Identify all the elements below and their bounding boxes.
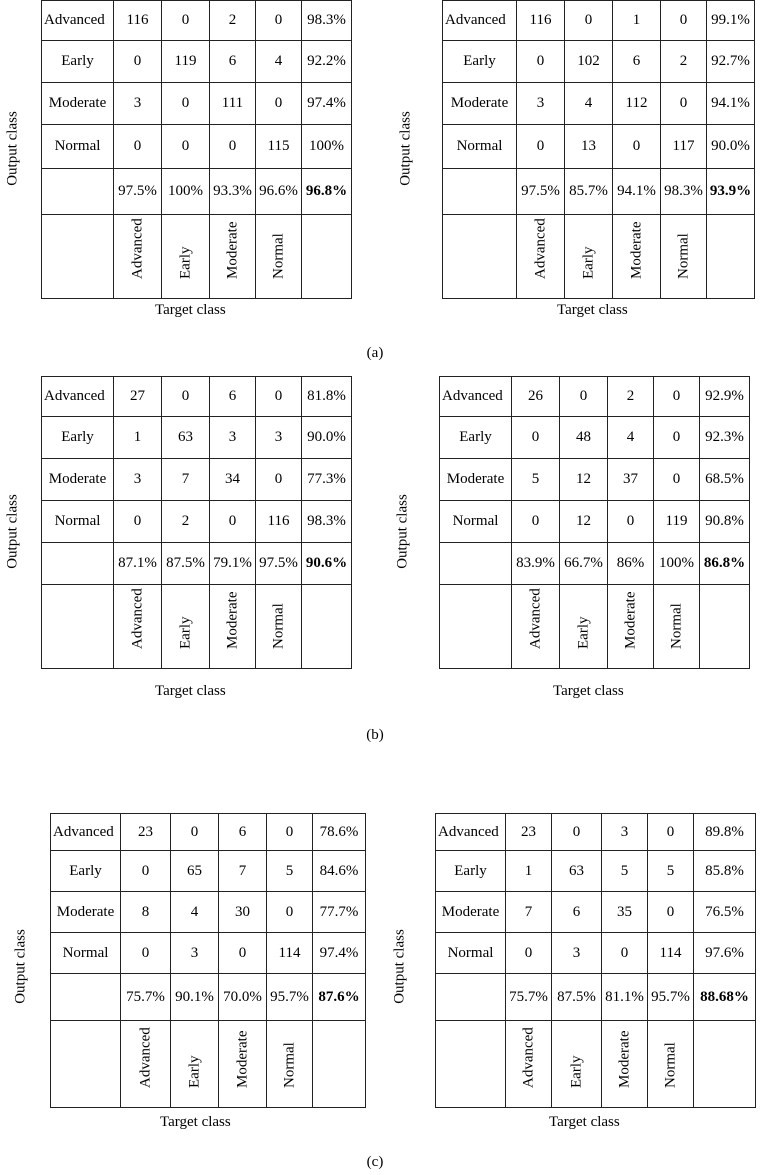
cell: 1 — [114, 417, 162, 459]
cell: 7 — [506, 892, 552, 933]
row-label: Moderate — [443, 83, 517, 125]
column-label: Early — [186, 1055, 202, 1088]
column-label-cell — [162, 585, 210, 669]
col-recall: 85.7% — [565, 169, 613, 215]
row-label: Moderate — [440, 459, 512, 501]
overall-accuracy: 90.6% — [302, 543, 352, 585]
cell: 111 — [210, 83, 256, 125]
column-label: Advanced — [129, 218, 145, 279]
row-precision: 90.0% — [302, 417, 352, 459]
empty-cell — [694, 1021, 756, 1108]
y-axis-label: Output class — [397, 111, 414, 186]
column-label-cell — [267, 1021, 313, 1108]
column-label-cell — [210, 215, 256, 299]
empty-cell — [707, 215, 755, 299]
col-recall: 97.5% — [114, 169, 162, 215]
cell: 26 — [512, 377, 560, 417]
row-precision: 78.6% — [313, 814, 366, 851]
column-label: Moderate — [234, 1030, 250, 1088]
column-label-cell — [162, 215, 210, 299]
confusion-matrix-b-right — [439, 376, 750, 669]
column-label: Normal — [675, 233, 691, 279]
cell: 12 — [560, 459, 608, 501]
cell: 112 — [613, 83, 661, 125]
cell: 0 — [267, 814, 313, 851]
col-recall: 86% — [608, 543, 654, 585]
empty-cell — [440, 585, 512, 669]
column-label: Early — [177, 246, 193, 279]
row-label: Advanced — [42, 1, 114, 41]
empty-cell — [51, 1021, 121, 1108]
cell: 116 — [114, 1, 162, 41]
column-label-cell — [512, 585, 560, 669]
cell: 3 — [210, 417, 256, 459]
column-label-cell — [654, 585, 700, 669]
col-recall: 75.7% — [506, 974, 552, 1021]
cell: 0 — [506, 933, 552, 974]
cell: 8 — [121, 892, 171, 933]
cell: 0 — [256, 1, 302, 41]
column-label: Normal — [662, 1042, 678, 1088]
row-precision: 89.8% — [694, 814, 756, 851]
cell: 23 — [121, 814, 171, 851]
confusion-matrix-c-right — [435, 813, 756, 1108]
cell: 4 — [256, 41, 302, 83]
column-label-cell — [661, 215, 707, 299]
cell: 63 — [162, 417, 210, 459]
cell: 0 — [654, 459, 700, 501]
cell: 0 — [171, 814, 219, 851]
cell: 0 — [114, 125, 162, 169]
col-recall: 87.1% — [114, 543, 162, 585]
x-axis-label: Target class — [557, 302, 628, 318]
col-recall: 95.7% — [648, 974, 694, 1021]
x-axis-label: Target class — [155, 302, 226, 318]
column-label-cell — [608, 585, 654, 669]
cell: 2 — [210, 1, 256, 41]
column-label-cell — [114, 215, 162, 299]
column-label-cell — [613, 215, 661, 299]
column-label-cell — [256, 215, 302, 299]
cell: 0 — [648, 892, 694, 933]
column-label-cell — [171, 1021, 219, 1108]
empty-cell — [700, 585, 750, 669]
cell: 1 — [506, 851, 552, 892]
column-label: Early — [580, 246, 596, 279]
y-axis-label: Output class — [391, 929, 408, 1004]
confusion-matrix-a-left — [41, 0, 352, 299]
col-recall: 97.5% — [517, 169, 565, 215]
empty-cell — [302, 215, 352, 299]
row-label: Advanced — [42, 377, 114, 417]
empty-cell — [42, 169, 114, 215]
cell: 0 — [256, 459, 302, 501]
column-label-cell — [565, 215, 613, 299]
cell: 2 — [608, 377, 654, 417]
cell: 3 — [517, 83, 565, 125]
cell: 0 — [512, 501, 560, 543]
column-label: Moderate — [628, 221, 644, 279]
cell: 4 — [171, 892, 219, 933]
row-precision: 97.4% — [313, 933, 366, 974]
cell: 114 — [648, 933, 694, 974]
x-axis-label: Target class — [549, 1114, 620, 1130]
cell: 0 — [565, 1, 613, 41]
cell: 37 — [608, 459, 654, 501]
overall-accuracy: 96.8% — [302, 169, 352, 215]
column-label: Advanced — [137, 1027, 153, 1088]
empty-cell — [443, 215, 517, 299]
column-label: Normal — [270, 233, 286, 279]
row-precision: 77.3% — [302, 459, 352, 501]
row-precision: 98.3% — [302, 501, 352, 543]
cell: 0 — [121, 933, 171, 974]
cell: 119 — [654, 501, 700, 543]
column-label-cell — [210, 585, 256, 669]
cell: 0 — [648, 814, 694, 851]
caption-c: (c) — [366, 1154, 384, 1170]
cell: 5 — [602, 851, 648, 892]
row-label: Early — [42, 417, 114, 459]
row-precision: 76.5% — [694, 892, 756, 933]
y-axis-label: Output class — [394, 494, 411, 569]
cell: 0 — [267, 892, 313, 933]
column-label: Advanced — [532, 218, 548, 279]
row-precision: 81.8% — [302, 377, 352, 417]
cell: 0 — [210, 501, 256, 543]
cell: 35 — [602, 892, 648, 933]
confusion-matrix-a-right — [442, 0, 755, 299]
cell: 6 — [552, 892, 602, 933]
row-label: Moderate — [42, 83, 114, 125]
row-precision: 94.1% — [707, 83, 755, 125]
col-recall: 96.6% — [256, 169, 302, 215]
row-label: Early — [42, 41, 114, 83]
row-label: Moderate — [51, 892, 121, 933]
column-label: Normal — [270, 603, 286, 649]
empty-cell — [42, 215, 114, 299]
cell: 48 — [560, 417, 608, 459]
x-axis-label: Target class — [155, 683, 226, 699]
cell: 116 — [256, 501, 302, 543]
row-label: Advanced — [436, 814, 506, 851]
cell: 34 — [210, 459, 256, 501]
col-recall: 90.1% — [171, 974, 219, 1021]
col-recall: 66.7% — [560, 543, 608, 585]
row-label: Early — [443, 41, 517, 83]
column-label: Early — [575, 616, 591, 649]
column-label: Advanced — [129, 588, 145, 649]
row-precision: 92.7% — [707, 41, 755, 83]
column-label-cell — [602, 1021, 648, 1108]
row-precision: 98.3% — [302, 1, 352, 41]
column-label-cell — [506, 1021, 552, 1108]
col-recall: 98.3% — [661, 169, 707, 215]
cell: 3 — [114, 83, 162, 125]
cell: 4 — [608, 417, 654, 459]
column-label-cell — [114, 585, 162, 669]
row-label: Normal — [51, 933, 121, 974]
column-label: Moderate — [622, 591, 638, 649]
cell: 6 — [613, 41, 661, 83]
col-recall: 93.3% — [210, 169, 256, 215]
cell: 0 — [608, 501, 654, 543]
row-precision: 92.2% — [302, 41, 352, 83]
row-precision: 97.6% — [694, 933, 756, 974]
row-precision: 100% — [302, 125, 352, 169]
row-label: Moderate — [436, 892, 506, 933]
cell: 0 — [114, 41, 162, 83]
cell: 4 — [565, 83, 613, 125]
y-axis-label: Output class — [4, 494, 21, 569]
cell: 0 — [219, 933, 267, 974]
cell: 0 — [517, 125, 565, 169]
row-precision: 92.9% — [700, 377, 750, 417]
confusion-matrix-b-left — [41, 376, 352, 669]
cell: 2 — [661, 41, 707, 83]
cell: 5 — [648, 851, 694, 892]
col-recall: 75.7% — [121, 974, 171, 1021]
cell: 30 — [219, 892, 267, 933]
row-label: Normal — [42, 125, 114, 169]
overall-accuracy: 87.6% — [313, 974, 366, 1021]
cell: 3 — [602, 814, 648, 851]
row-label: Normal — [42, 501, 114, 543]
cell: 3 — [171, 933, 219, 974]
x-axis-label: Target class — [160, 1114, 231, 1130]
row-label: Normal — [440, 501, 512, 543]
y-axis-label: Output class — [4, 111, 21, 186]
column-label: Advanced — [520, 1027, 536, 1088]
empty-cell — [436, 974, 506, 1021]
row-precision: 92.3% — [700, 417, 750, 459]
column-label-cell — [552, 1021, 602, 1108]
cell: 3 — [256, 417, 302, 459]
column-label: Moderate — [224, 221, 240, 279]
column-label-cell — [121, 1021, 171, 1108]
cell: 0 — [654, 417, 700, 459]
overall-accuracy: 88.68% — [694, 974, 756, 1021]
cell: 3 — [552, 933, 602, 974]
col-recall: 70.0% — [219, 974, 267, 1021]
confusion-matrix-c-left — [50, 813, 366, 1108]
cell: 0 — [162, 377, 210, 417]
col-recall: 87.5% — [162, 543, 210, 585]
cell: 1 — [613, 1, 661, 41]
cell: 23 — [506, 814, 552, 851]
row-precision: 84.6% — [313, 851, 366, 892]
row-precision: 97.4% — [302, 83, 352, 125]
column-label-cell — [256, 585, 302, 669]
empty-cell — [443, 169, 517, 215]
overall-accuracy: 93.9% — [707, 169, 755, 215]
row-label: Advanced — [440, 377, 512, 417]
row-label: Early — [436, 851, 506, 892]
cell: 102 — [565, 41, 613, 83]
row-label: Advanced — [443, 1, 517, 41]
cell: 0 — [162, 83, 210, 125]
empty-cell — [42, 543, 114, 585]
cell: 6 — [210, 377, 256, 417]
column-label: Early — [177, 616, 193, 649]
cell: 0 — [517, 41, 565, 83]
row-precision: 90.8% — [700, 501, 750, 543]
cell: 0 — [121, 851, 171, 892]
column-label-cell — [560, 585, 608, 669]
cell: 5 — [512, 459, 560, 501]
cell: 0 — [661, 83, 707, 125]
cell: 0 — [256, 83, 302, 125]
cell: 63 — [552, 851, 602, 892]
cell: 0 — [613, 125, 661, 169]
cell: 2 — [162, 501, 210, 543]
cell: 0 — [654, 377, 700, 417]
row-precision: 85.8% — [694, 851, 756, 892]
column-label: Advanced — [527, 588, 543, 649]
empty-cell — [440, 543, 512, 585]
empty-cell — [436, 1021, 506, 1108]
caption-a: (a) — [366, 345, 384, 361]
col-recall: 83.9% — [512, 543, 560, 585]
cell: 0 — [210, 125, 256, 169]
col-recall: 97.5% — [256, 543, 302, 585]
cell: 114 — [267, 933, 313, 974]
col-recall: 81.1% — [602, 974, 648, 1021]
column-label: Normal — [668, 603, 684, 649]
col-recall: 87.5% — [552, 974, 602, 1021]
row-precision: 77.7% — [313, 892, 366, 933]
row-precision: 90.0% — [707, 125, 755, 169]
cell: 0 — [162, 125, 210, 169]
cell: 7 — [219, 851, 267, 892]
empty-cell — [51, 974, 121, 1021]
column-label-cell — [517, 215, 565, 299]
row-label: Normal — [443, 125, 517, 169]
caption-b: (b) — [366, 727, 384, 743]
cell: 0 — [256, 377, 302, 417]
row-precision: 99.1% — [707, 1, 755, 41]
cell: 65 — [171, 851, 219, 892]
column-label: Moderate — [224, 591, 240, 649]
col-recall: 94.1% — [613, 169, 661, 215]
row-label: Moderate — [42, 459, 114, 501]
empty-cell — [42, 585, 114, 669]
cell: 117 — [661, 125, 707, 169]
column-label-cell — [648, 1021, 694, 1108]
cell: 116 — [517, 1, 565, 41]
overall-accuracy: 86.8% — [700, 543, 750, 585]
cell: 0 — [162, 1, 210, 41]
cell: 7 — [162, 459, 210, 501]
cell: 0 — [602, 933, 648, 974]
x-axis-label: Target class — [553, 683, 624, 699]
cell: 119 — [162, 41, 210, 83]
col-recall: 79.1% — [210, 543, 256, 585]
col-recall: 95.7% — [267, 974, 313, 1021]
col-recall: 100% — [162, 169, 210, 215]
cell: 0 — [114, 501, 162, 543]
row-label: Advanced — [51, 814, 121, 851]
row-label: Early — [51, 851, 121, 892]
y-axis-label: Output class — [12, 929, 29, 1004]
column-label: Moderate — [616, 1030, 632, 1088]
column-label-cell — [219, 1021, 267, 1108]
cell: 6 — [219, 814, 267, 851]
cell: 5 — [267, 851, 313, 892]
empty-cell — [313, 1021, 366, 1108]
row-label: Normal — [436, 933, 506, 974]
empty-cell — [302, 585, 352, 669]
cell: 0 — [661, 1, 707, 41]
cell: 13 — [565, 125, 613, 169]
cell: 6 — [210, 41, 256, 83]
row-precision: 68.5% — [700, 459, 750, 501]
column-label: Early — [568, 1055, 584, 1088]
cell: 0 — [552, 814, 602, 851]
col-recall: 100% — [654, 543, 700, 585]
cell: 115 — [256, 125, 302, 169]
cell: 3 — [114, 459, 162, 501]
cell: 27 — [114, 377, 162, 417]
column-label: Normal — [281, 1042, 297, 1088]
row-label: Early — [440, 417, 512, 459]
cell: 0 — [512, 417, 560, 459]
cell: 0 — [560, 377, 608, 417]
cell: 12 — [560, 501, 608, 543]
